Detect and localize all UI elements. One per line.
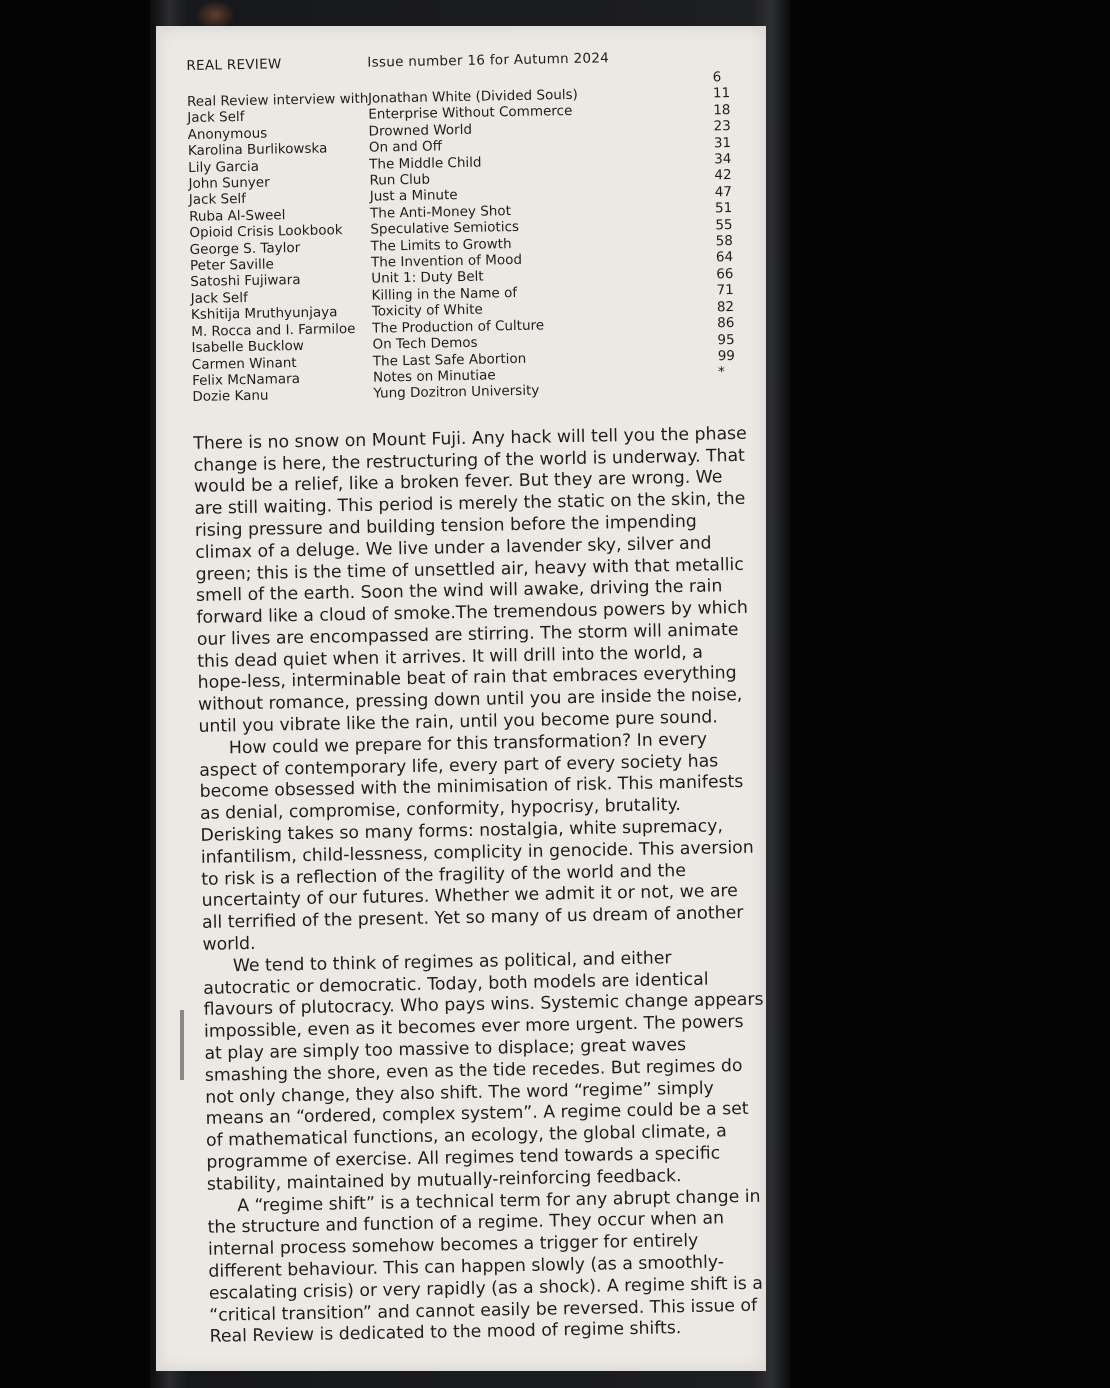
- masthead-brand: REAL REVIEW: [186, 56, 282, 74]
- toc-title: Run Club: [369, 171, 431, 189]
- editorial-essay: [193, 423, 770, 1349]
- toc-author: Real Review interview with: [186, 90, 369, 110]
- essay-paragraph: A “regime shift” is a technical term for any abrupt change in the structure and function of a regime. They occur when an internal process somehow becomes a trigger for entirely different behaviour. This can happen slowly (as a smoothly-escalating crisis) or very rapidly (as a shock). A regime shift is a “critical transition” and cannot easily be reversed. This issue of Real Review is dedicated to the mood of regime shifts.: [207, 1186, 764, 1348]
- toc-title: Toxicity of White: [371, 301, 483, 320]
- toc-author: Dozie Kanu: [192, 387, 269, 406]
- toc-author: Ruba Al-Sweel: [188, 207, 286, 225]
- toc-page-number: 11: [712, 85, 731, 102]
- toc-title: Speculative Semiotics: [370, 219, 520, 238]
- toc-title: The Production of Culture: [372, 317, 545, 337]
- toc-page-number: *: [717, 364, 725, 381]
- toc-page-number: 31: [713, 134, 732, 151]
- toc-page-number: 82: [716, 298, 735, 316]
- essay-paragraph: There is no snow on Mount Fuji. Any hack will tell you the phase change is here, the restructuring of the world is underway. That would be a relief, like a broken fever. But they are wrong. We are still waiting. This period is merely the static on the skin, the rising pressure and building tension before the impending climax of a deluge. We live under a lavender sky, silver and green; this is the time of unsettled air, heavy with that metallic smell of the earth. Soon the wind will awake, driving the rain forward like a cloud of smoke.The tremendous powers by which our lives are encompassed are stirring. The storm will animate this dead quiet when it arrives. It will drill into the world, a hope-less, interminable beat of rain that embraces everything without romance, pressing down until you are inside the noise, until you vibrate like the rain, until you become pure sound.: [193, 423, 749, 737]
- toc-page-number: 64: [715, 249, 734, 266]
- toc-title: On Tech Demos: [372, 334, 478, 353]
- toc-page-number: 55: [715, 216, 733, 233]
- toc-page-number: 18: [713, 101, 731, 119]
- toc-author: Isabelle Bucklow: [191, 337, 305, 357]
- toc-author: Lily Garcia: [188, 158, 260, 176]
- toc-page-number: 23: [713, 118, 731, 135]
- toc-author: John Sunyer: [188, 174, 270, 193]
- toc-author: Jack Self: [187, 109, 245, 127]
- toc-title: Notes on Minutiae: [372, 367, 496, 386]
- toc-page-number: 6: [712, 69, 722, 86]
- toc-page-number: 71: [716, 282, 734, 299]
- toc-author: Anonymous: [187, 125, 268, 143]
- toc-author: Karolina Burlikowska: [187, 140, 328, 160]
- table-of-contents: [186, 69, 758, 406]
- toc-title: The Invention of Mood: [370, 251, 523, 271]
- toc-title: Enterprise Without Commerce: [368, 103, 573, 124]
- essay-paragraph: How could we prepare for this transformation? In every aspect of contemporary life, every part of every society has become obsessed with the minimisation of risk. This manifests as denial, compromise, conformity, hypocrisy, brutality. Derisking takes so many forms: nostalgia, white supremacy, infantilism, child-lessness, complicity in genocide. This aversion to risk is a reflection of the fragility of the world and the uncertainty of our futures. Whether we admit it or not, we are all terrified of the present. Yet so many of us dream of another world.: [199, 729, 754, 955]
- toc-author: M. Rocca and I. Farmiloe: [191, 320, 356, 340]
- page-content: [186, 36, 775, 1349]
- toc-title: The Middle Child: [369, 154, 482, 173]
- toc-title: Unit 1: Duty Belt: [371, 269, 484, 288]
- toc-page-number: 86: [717, 315, 735, 332]
- toc-page-number: 51: [714, 200, 733, 217]
- toc-title: The Last Safe Abortion: [372, 350, 527, 370]
- toc-page-number: 47: [714, 183, 733, 201]
- toc-author: Jack Self: [188, 191, 247, 209]
- toc-title: Yung Dozitron University: [373, 382, 540, 402]
- toc-title: The Anti-Money Shot: [369, 202, 512, 222]
- toc-author: Jack Self: [190, 289, 248, 307]
- masthead-issue: Issue number 16 for Autumn 2024: [367, 50, 610, 71]
- toc-author: Satoshi Fujiwara: [190, 272, 301, 291]
- toc-title: Jonathan White (Divided Souls): [367, 86, 579, 107]
- toc-page-number: 66: [716, 265, 734, 283]
- toc-title: The Limits to Growth: [370, 235, 512, 255]
- essay-paragraph: We tend to think of regimes as political, and either autocratic or democratic. Today, both models are identical flavours of plutocracy. Who pays wins. Systemic change appears impossible, even as it becomes ever more urgent. The powers at play are simply too massive to displace; great waves smashing the shore, even as the tide recedes. But regimes do not only change, they also shift. The word “regime” simply means an “ordered, complex system”. A regime could be a set of mathematical functions, an ecology, the global climate, a programme of exercise. All regimes tend towards a specific stability, maintained by mutually-reinforcing feedback.: [203, 948, 764, 1195]
- toc-title: On and Off: [368, 138, 443, 156]
- toc-author: George S. Taylor: [189, 239, 301, 258]
- toc-title: Just a Minute: [369, 187, 458, 206]
- magazine-page: [156, 26, 766, 1371]
- toc-title: Drowned World: [368, 121, 473, 140]
- toc-author: Opioid Crisis Lookbook: [189, 222, 343, 242]
- toc-title: Killing in the Name of: [371, 284, 518, 304]
- toc-page-number: 99: [717, 347, 736, 365]
- toc-page-number: 95: [717, 331, 735, 348]
- toc-author: Peter Saville: [189, 256, 274, 275]
- toc-author: Felix McNamara: [191, 370, 301, 389]
- toc-page-number: 34: [714, 151, 732, 168]
- toc-author: Carmen Winant: [191, 354, 297, 373]
- toc-author: Kshitija Mruthyunjaya: [190, 304, 338, 324]
- page-edge-mark: [180, 1010, 184, 1080]
- toc-page-number: 42: [714, 167, 732, 184]
- toc-page-number: 58: [715, 233, 734, 250]
